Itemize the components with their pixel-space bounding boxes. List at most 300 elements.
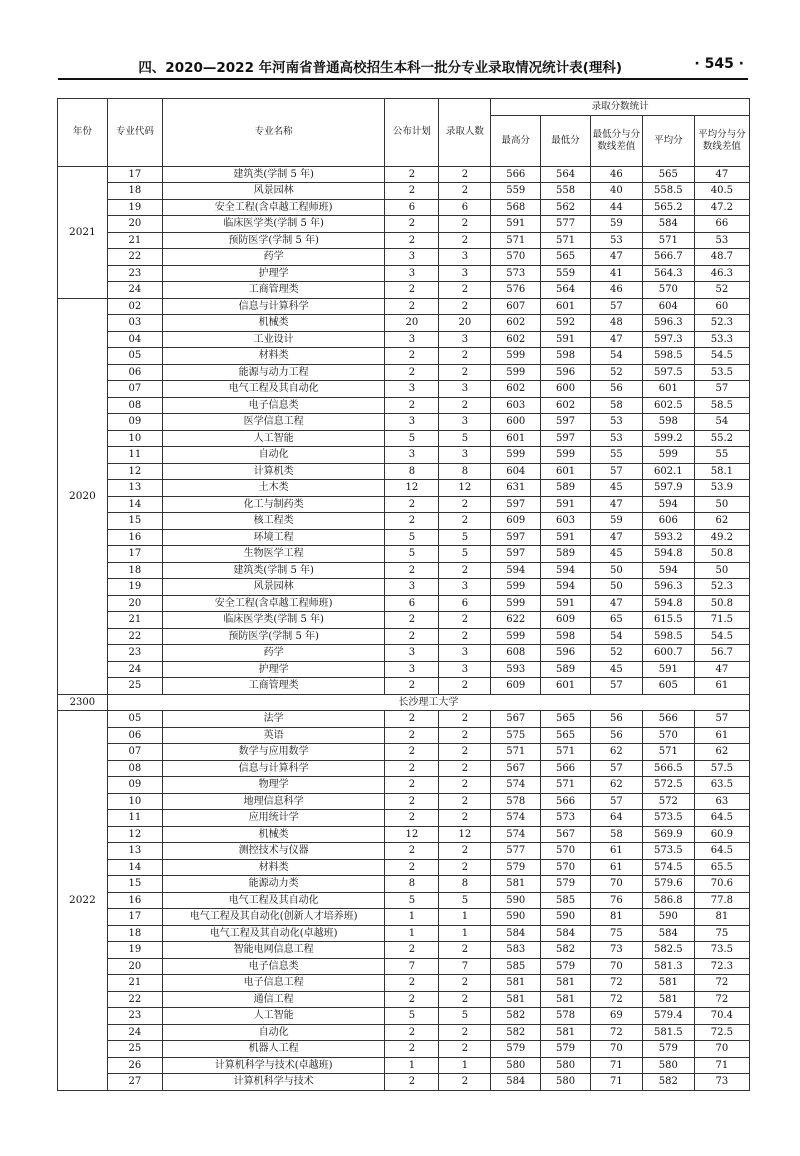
min-cell: 585 (541, 892, 591, 909)
table-row (58, 645, 750, 662)
min-cell: 565 (541, 727, 591, 744)
avg-cell: 593.2 (642, 529, 694, 546)
table-row (58, 447, 750, 464)
min-diff-cell: 45 (590, 661, 642, 678)
plan-cell: 2 (385, 760, 439, 777)
code-cell: 19 (107, 199, 162, 216)
admitted-cell: 5 (439, 546, 491, 563)
admitted-cell: 3 (439, 645, 491, 662)
code-cell: 21 (107, 975, 162, 992)
name-cell: 数学与应用数学 (162, 744, 385, 761)
max-cell: 597 (491, 529, 541, 546)
admitted-cell: 2 (439, 216, 491, 233)
min-diff-cell: 73 (590, 942, 642, 959)
admitted-cell: 6 (439, 199, 491, 216)
max-cell: 599 (491, 447, 541, 464)
admitted-cell: 8 (439, 876, 491, 893)
max-cell: 594 (491, 562, 541, 579)
admitted-cell: 2 (439, 282, 491, 299)
name-cell: 信息与计算科学 (162, 298, 385, 315)
min-diff-cell: 45 (590, 480, 642, 497)
name-cell: 核工程类 (162, 513, 385, 530)
code-cell: 14 (107, 496, 162, 513)
max-cell: 581 (491, 876, 541, 893)
admitted-cell: 2 (439, 793, 491, 810)
code-cell: 23 (107, 265, 162, 282)
table-row (58, 331, 750, 348)
min-cell: 597 (541, 430, 591, 447)
code-cell: 06 (107, 364, 162, 381)
plan-cell: 2 (385, 364, 439, 381)
avg-cell: 581.5 (642, 1024, 694, 1041)
page-title: 四、2020—2022 年河南省普通高校招生本科一批分专业录取情况统计表(理科) (138, 60, 622, 76)
code-cell: 13 (107, 843, 162, 860)
name-cell: 测控技术与仪器 (162, 843, 385, 860)
min-diff-cell: 57 (590, 463, 642, 480)
max-cell: 593 (491, 661, 541, 678)
name-cell: 安全工程(含卓越工程师班) (162, 595, 385, 612)
min-diff-cell: 72 (590, 975, 642, 992)
admitted-cell: 1 (439, 925, 491, 942)
max-cell: 608 (491, 645, 541, 662)
name-cell: 电气工程及其自动化 (162, 892, 385, 909)
table-row (58, 249, 750, 266)
min-cell: 580 (541, 1074, 591, 1091)
name-cell: 工商管理类 (162, 282, 385, 299)
max-cell: 602 (491, 315, 541, 332)
year-cell: 2022 (58, 711, 108, 1091)
min-diff-cell: 57 (590, 760, 642, 777)
name-cell: 计算机类 (162, 463, 385, 480)
table-row (58, 562, 750, 579)
plan-cell: 2 (385, 793, 439, 810)
max-cell: 576 (491, 282, 541, 299)
code-cell: 22 (107, 628, 162, 645)
admitted-cell: 3 (439, 579, 491, 596)
table-row (58, 513, 750, 530)
avg-diff-cell: 50.8 (694, 546, 749, 563)
table-row (58, 546, 750, 563)
admitted-cell: 2 (439, 744, 491, 761)
plan-cell: 5 (385, 892, 439, 909)
avg-diff-cell: 61 (694, 727, 749, 744)
admitted-cell: 2 (439, 183, 491, 200)
admitted-cell: 2 (439, 711, 491, 728)
max-cell: 567 (491, 711, 541, 728)
code-cell: 19 (107, 579, 162, 596)
plan-cell: 2 (385, 727, 439, 744)
min-cell: 594 (541, 579, 591, 596)
col-avg-diff-header: 平均分与分数线差值 (694, 115, 749, 166)
max-cell: 575 (491, 727, 541, 744)
code-cell: 16 (107, 892, 162, 909)
max-cell: 567 (491, 760, 541, 777)
name-cell: 预防医学(学制 5 年) (162, 232, 385, 249)
avg-cell: 591 (642, 661, 694, 678)
max-cell: 577 (491, 843, 541, 860)
min-diff-cell: 46 (590, 282, 642, 299)
min-cell: 601 (541, 678, 591, 695)
code-cell: 17 (107, 909, 162, 926)
table-row (58, 397, 750, 414)
avg-diff-cell: 53 (694, 232, 749, 249)
avg-cell: 604 (642, 298, 694, 315)
code-cell: 27 (107, 1074, 162, 1091)
max-cell: 574 (491, 777, 541, 794)
min-diff-cell: 46 (590, 166, 642, 183)
min-diff-cell: 65 (590, 612, 642, 629)
name-cell: 电气工程及其自动化(卓越班) (162, 925, 385, 942)
name-cell: 智能电网信息工程 (162, 942, 385, 959)
name-cell: 护理学 (162, 265, 385, 282)
avg-cell: 566 (642, 711, 694, 728)
min-diff-cell: 61 (590, 859, 642, 876)
min-cell: 564 (541, 166, 591, 183)
code-cell: 10 (107, 793, 162, 810)
min-diff-cell: 59 (590, 216, 642, 233)
code-cell: 11 (107, 447, 162, 464)
year-cell: 2020 (58, 298, 108, 694)
plan-cell: 3 (385, 661, 439, 678)
min-cell: 602 (541, 397, 591, 414)
max-cell: 602 (491, 331, 541, 348)
min-diff-cell: 58 (590, 397, 642, 414)
col-year-header: 年份 (58, 99, 108, 167)
table-row (58, 975, 750, 992)
avg-cell: 558.5 (642, 183, 694, 200)
avg-diff-cell: 60.9 (694, 826, 749, 843)
avg-diff-cell: 65.5 (694, 859, 749, 876)
table-row (58, 777, 750, 794)
min-cell: 589 (541, 480, 591, 497)
max-cell: 581 (491, 991, 541, 1008)
page-number: · 545 · (694, 56, 744, 72)
name-cell: 风景园林 (162, 183, 385, 200)
max-cell: 582 (491, 1008, 541, 1025)
min-diff-cell: 56 (590, 381, 642, 398)
table-row (58, 793, 750, 810)
admitted-cell: 3 (439, 331, 491, 348)
plan-cell: 2 (385, 612, 439, 629)
max-cell: 573 (491, 265, 541, 282)
min-diff-cell: 45 (590, 546, 642, 563)
min-cell: 567 (541, 826, 591, 843)
table-row (58, 414, 750, 431)
avg-cell: 602.1 (642, 463, 694, 480)
table-row (58, 661, 750, 678)
min-cell: 579 (541, 1041, 591, 1058)
max-cell: 599 (491, 348, 541, 365)
avg-diff-cell: 49.2 (694, 529, 749, 546)
col-code-header: 专业代码 (107, 99, 162, 167)
min-diff-cell: 70 (590, 876, 642, 893)
avg-diff-cell: 57 (694, 711, 749, 728)
name-cell: 电子信息类 (162, 958, 385, 975)
name-cell: 计算机科学与技术(卓越班) (162, 1057, 385, 1074)
min-diff-cell: 47 (590, 529, 642, 546)
avg-diff-cell: 55 (694, 447, 749, 464)
max-cell: 609 (491, 678, 541, 695)
max-cell: 599 (491, 364, 541, 381)
table-row (58, 678, 750, 695)
min-diff-cell: 54 (590, 628, 642, 645)
table-row (58, 348, 750, 365)
table-row (58, 529, 750, 546)
max-cell: 585 (491, 958, 541, 975)
code-cell: 24 (107, 282, 162, 299)
avg-cell: 580 (642, 1057, 694, 1074)
code-cell: 20 (107, 958, 162, 975)
name-cell: 土木类 (162, 480, 385, 497)
avg-diff-cell: 70.6 (694, 876, 749, 893)
min-cell: 582 (541, 942, 591, 959)
min-cell: 581 (541, 975, 591, 992)
code-cell: 07 (107, 381, 162, 398)
max-cell: 600 (491, 414, 541, 431)
admitted-cell: 12 (439, 826, 491, 843)
plan-cell: 2 (385, 216, 439, 233)
code-cell: 09 (107, 414, 162, 431)
avg-diff-cell: 72.3 (694, 958, 749, 975)
name-cell: 材料类 (162, 859, 385, 876)
code-cell: 25 (107, 1041, 162, 1058)
name-cell: 通信工程 (162, 991, 385, 1008)
code-cell: 20 (107, 216, 162, 233)
name-cell: 人工智能 (162, 1008, 385, 1025)
code-cell: 21 (107, 612, 162, 629)
avg-cell: 598 (642, 414, 694, 431)
min-diff-cell: 57 (590, 678, 642, 695)
avg-cell: 594 (642, 562, 694, 579)
code-cell: 05 (107, 711, 162, 728)
plan-cell: 5 (385, 430, 439, 447)
name-cell: 临床医学类(学制 5 年) (162, 612, 385, 629)
max-cell: 580 (491, 1057, 541, 1074)
max-cell: 579 (491, 1041, 541, 1058)
plan-cell: 3 (385, 414, 439, 431)
min-diff-cell: 44 (590, 199, 642, 216)
min-diff-cell: 50 (590, 562, 642, 579)
min-cell: 566 (541, 760, 591, 777)
avg-diff-cell: 71.5 (694, 612, 749, 629)
code-cell: 16 (107, 529, 162, 546)
admitted-cell: 2 (439, 397, 491, 414)
table-row (58, 760, 750, 777)
plan-cell: 2 (385, 298, 439, 315)
name-cell: 药学 (162, 645, 385, 662)
code-cell: 10 (107, 430, 162, 447)
col-max-header: 最高分 (491, 115, 541, 166)
admitted-cell: 2 (439, 1024, 491, 1041)
min-diff-cell: 57 (590, 793, 642, 810)
table-row (58, 183, 750, 200)
code-cell: 17 (107, 166, 162, 183)
min-cell: 581 (541, 991, 591, 1008)
avg-cell: 573.5 (642, 810, 694, 827)
avg-diff-cell: 66 (694, 216, 749, 233)
name-cell: 能源与动力工程 (162, 364, 385, 381)
table-row (58, 232, 750, 249)
admitted-cell: 2 (439, 810, 491, 827)
max-cell: 583 (491, 942, 541, 959)
plan-cell: 2 (385, 777, 439, 794)
admitted-cell: 3 (439, 447, 491, 464)
plan-cell: 2 (385, 496, 439, 513)
code-cell: 17 (107, 546, 162, 563)
max-cell: 609 (491, 513, 541, 530)
min-cell: 584 (541, 925, 591, 942)
min-cell: 592 (541, 315, 591, 332)
max-cell: 582 (491, 1024, 541, 1041)
table-row (58, 166, 750, 183)
name-cell: 风景园林 (162, 579, 385, 596)
avg-diff-cell: 56.7 (694, 645, 749, 662)
avg-cell: 572 (642, 793, 694, 810)
avg-cell: 581.3 (642, 958, 694, 975)
avg-diff-cell: 55.2 (694, 430, 749, 447)
plan-cell: 2 (385, 744, 439, 761)
name-cell: 预防医学(学制 5 年) (162, 628, 385, 645)
plan-cell: 3 (385, 447, 439, 464)
school-code: 2300 (58, 694, 108, 711)
admitted-cell: 2 (439, 513, 491, 530)
max-cell: 568 (491, 199, 541, 216)
avg-cell: 579 (642, 1041, 694, 1058)
name-cell: 安全工程(含卓越工程师班) (162, 199, 385, 216)
min-diff-cell: 47 (590, 595, 642, 612)
avg-cell: 599.2 (642, 430, 694, 447)
name-cell: 机械类 (162, 826, 385, 843)
table-row (58, 727, 750, 744)
min-diff-cell: 71 (590, 1074, 642, 1091)
min-diff-cell: 76 (590, 892, 642, 909)
admitted-cell: 2 (439, 364, 491, 381)
min-cell: 564 (541, 282, 591, 299)
avg-diff-cell: 62 (694, 744, 749, 761)
avg-diff-cell: 64.5 (694, 810, 749, 827)
plan-cell: 2 (385, 513, 439, 530)
avg-diff-cell: 57 (694, 381, 749, 398)
code-cell: 04 (107, 331, 162, 348)
max-cell: 590 (491, 909, 541, 926)
avg-cell: 570 (642, 727, 694, 744)
plan-cell: 3 (385, 249, 439, 266)
avg-cell: 600.7 (642, 645, 694, 662)
plan-cell: 2 (385, 810, 439, 827)
min-diff-cell: 57 (590, 298, 642, 315)
max-cell: 571 (491, 232, 541, 249)
avg-diff-cell: 53.3 (694, 331, 749, 348)
code-cell: 26 (107, 1057, 162, 1074)
table-row (58, 826, 750, 843)
max-cell: 597 (491, 496, 541, 513)
table-row (58, 282, 750, 299)
avg-cell: 569.9 (642, 826, 694, 843)
table-row (58, 942, 750, 959)
table-row (58, 496, 750, 513)
max-cell: 607 (491, 298, 541, 315)
table-row (58, 1024, 750, 1041)
name-cell: 电子信息类 (162, 397, 385, 414)
avg-cell: 574.5 (642, 859, 694, 876)
plan-cell: 3 (385, 579, 439, 596)
admitted-cell: 5 (439, 892, 491, 909)
max-cell: 559 (491, 183, 541, 200)
min-diff-cell: 47 (590, 496, 642, 513)
table-row (58, 925, 750, 942)
admitted-cell: 7 (439, 958, 491, 975)
max-cell: 597 (491, 546, 541, 563)
table-row (58, 810, 750, 827)
plan-cell: 12 (385, 826, 439, 843)
avg-diff-cell: 53.5 (694, 364, 749, 381)
plan-cell: 12 (385, 480, 439, 497)
min-diff-cell: 59 (590, 513, 642, 530)
name-cell: 电气工程及其自动化 (162, 381, 385, 398)
name-cell: 电气工程及其自动化(创新人才培养班) (162, 909, 385, 926)
admitted-cell: 2 (439, 348, 491, 365)
admitted-cell: 6 (439, 595, 491, 612)
avg-diff-cell: 62 (694, 513, 749, 530)
max-cell: 590 (491, 892, 541, 909)
plan-cell: 1 (385, 1057, 439, 1074)
avg-cell: 615.5 (642, 612, 694, 629)
avg-cell: 599 (642, 447, 694, 464)
min-cell: 571 (541, 232, 591, 249)
name-cell: 医学信息工程 (162, 414, 385, 431)
min-diff-cell: 52 (590, 364, 642, 381)
max-cell: 599 (491, 579, 541, 596)
plan-cell: 2 (385, 166, 439, 183)
table-row (58, 298, 750, 315)
name-cell: 法学 (162, 711, 385, 728)
plan-cell: 2 (385, 628, 439, 645)
name-cell: 信息与计算科学 (162, 760, 385, 777)
avg-diff-cell: 50 (694, 496, 749, 513)
code-cell: 11 (107, 810, 162, 827)
plan-cell: 2 (385, 1074, 439, 1091)
avg-diff-cell: 64.5 (694, 843, 749, 860)
avg-cell: 586.8 (642, 892, 694, 909)
plan-cell: 6 (385, 199, 439, 216)
admitted-cell: 2 (439, 166, 491, 183)
code-cell: 20 (107, 595, 162, 612)
name-cell: 环境工程 (162, 529, 385, 546)
avg-diff-cell: 71 (694, 1057, 749, 1074)
avg-cell: 579.6 (642, 876, 694, 893)
min-cell: 577 (541, 216, 591, 233)
plan-cell: 2 (385, 562, 439, 579)
avg-cell: 596.3 (642, 579, 694, 596)
avg-diff-cell: 75 (694, 925, 749, 942)
admitted-cell: 2 (439, 562, 491, 579)
min-cell: 581 (541, 1024, 591, 1041)
avg-cell: 605 (642, 678, 694, 695)
plan-cell: 20 (385, 315, 439, 332)
table-row (58, 991, 750, 1008)
admitted-cell: 2 (439, 628, 491, 645)
name-cell: 工业设计 (162, 331, 385, 348)
avg-diff-cell: 54.5 (694, 348, 749, 365)
min-diff-cell: 61 (590, 843, 642, 860)
table-row (58, 480, 750, 497)
avg-cell: 581 (642, 991, 694, 1008)
table-row (58, 628, 750, 645)
table-row (58, 579, 750, 596)
max-cell: 599 (491, 595, 541, 612)
min-cell: 598 (541, 348, 591, 365)
max-cell: 601 (491, 430, 541, 447)
